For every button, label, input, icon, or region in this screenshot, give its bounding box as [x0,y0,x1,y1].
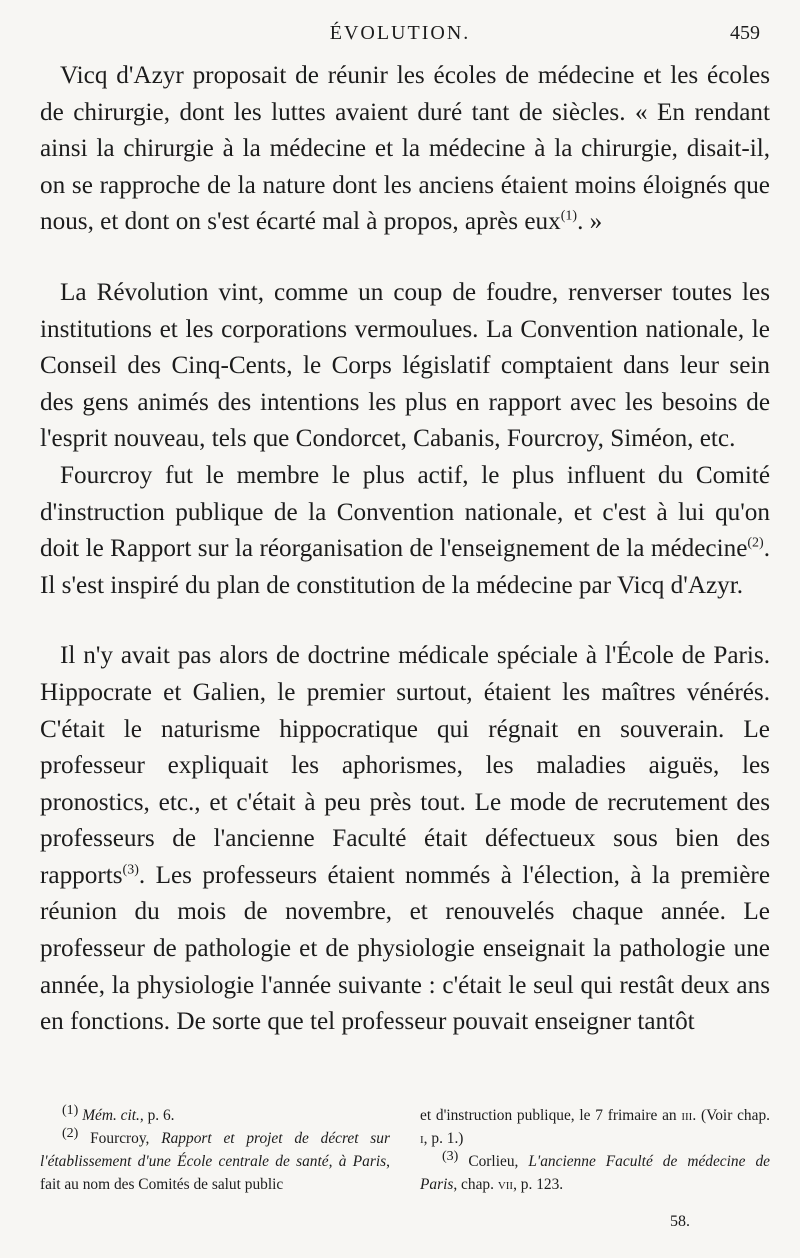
paragraph-revolution: La Révolution vint, comme un coup de foudre, renverser toutes les institutions et les corporations vermoulues. La Convention nationale, le Conseil des Cinq-Cents, le Corps législatif comptaient dans leur sein des gens animés des intentions les plus en rapport avec les besoins de l'esprit nouveau, tels que Condorcet, Cabanis, Fourcroy, Siméon, etc. [40,278,770,453]
body-text [40,58,770,1041]
footnotes-right-column [420,1104,770,1196]
footnotes-left-column [40,1104,390,1196]
page-number: 459 [730,22,760,44]
footnote-2-continued: et d'instruction publique, le 7 frimaire an iii. (Voir chap. i, p. 1.) [420,1107,770,1147]
paragraph-vicq-dazyr: Vicq d'Azyr proposait de réunir les écoles de médecine et les écoles de chirurgie, dont les luttes avaient duré tant de siècles. « En rendant ainsi la chirurgie à la médecine et la médecine à la chirurgie, disait-il, on se rapproche de la nature dont les anciens étaient moins éloignés que nous, et dont on s'est écarté mal à propos, après eux$^{(1)}$. » [40,62,770,236]
footnote-ref-3: (3) [122,862,139,878]
footnote-3: $^{(3)}$ Corlieu, L'ancienne Faculté de médecine de Paris, chap. vii, p. 123. [420,1148,770,1193]
footnote-2: $^{(2)}$ Fourcroy, Rapport et projet de décret sur l'établissement d'une École centrale de santé, à Paris, fait au nom des Comités de salut public [40,1125,390,1193]
signature-mark: 58. [670,1213,690,1230]
running-title: ÉVOLUTION. [329,22,471,44]
footnote-ref-1: (1) [560,208,578,224]
paragraph-doctrine: Il n'y avait pas alors de doctrine médicale spéciale à l'École de Paris. Hippocrate et Galien, le premier surtout, étaient les maîtres vénérés. C'était le naturisme hippocratique qui régnait en souverain. Le professeur expliquait les aphorismes, les maladies aiguës, les pronostics, etc., et c'était à peu près tout. Le mode de recrutement des professeurs de l'ancienne Faculté était défectueux sous bien des rapports$^{(3)}$. Les professeurs étaient nommés à l'élection, à la première réunion du mois de novembre, et renouvelés chaque année. Le professeur de pathologie et de physiologie enseignait la pathologie une année, la physiologie l'année suivante : c'était le seul qui restât deux ans en fonctions. De sorte que tel professeur pouvait enseigner tantôt [40,642,770,1036]
paragraph-fourcroy: Fourcroy fut le membre le plus actif, le plus influent du Comité d'instruction publique de la Convention nationale, et c'est à lui qu'on doit le Rapport sur la réorganisation de l'enseignement de la médecine$^{(2)}$. Il s'est inspiré du plan de constitution de la médecine par Vicq d'Azyr. [40,461,770,599]
running-header [40,18,760,50]
footnotes [40,1104,770,1196]
footnote-ref-2: (2) [747,535,764,551]
footnote-1: $^{(1)}$ Mém. cit., p. 6. [62,1102,175,1124]
